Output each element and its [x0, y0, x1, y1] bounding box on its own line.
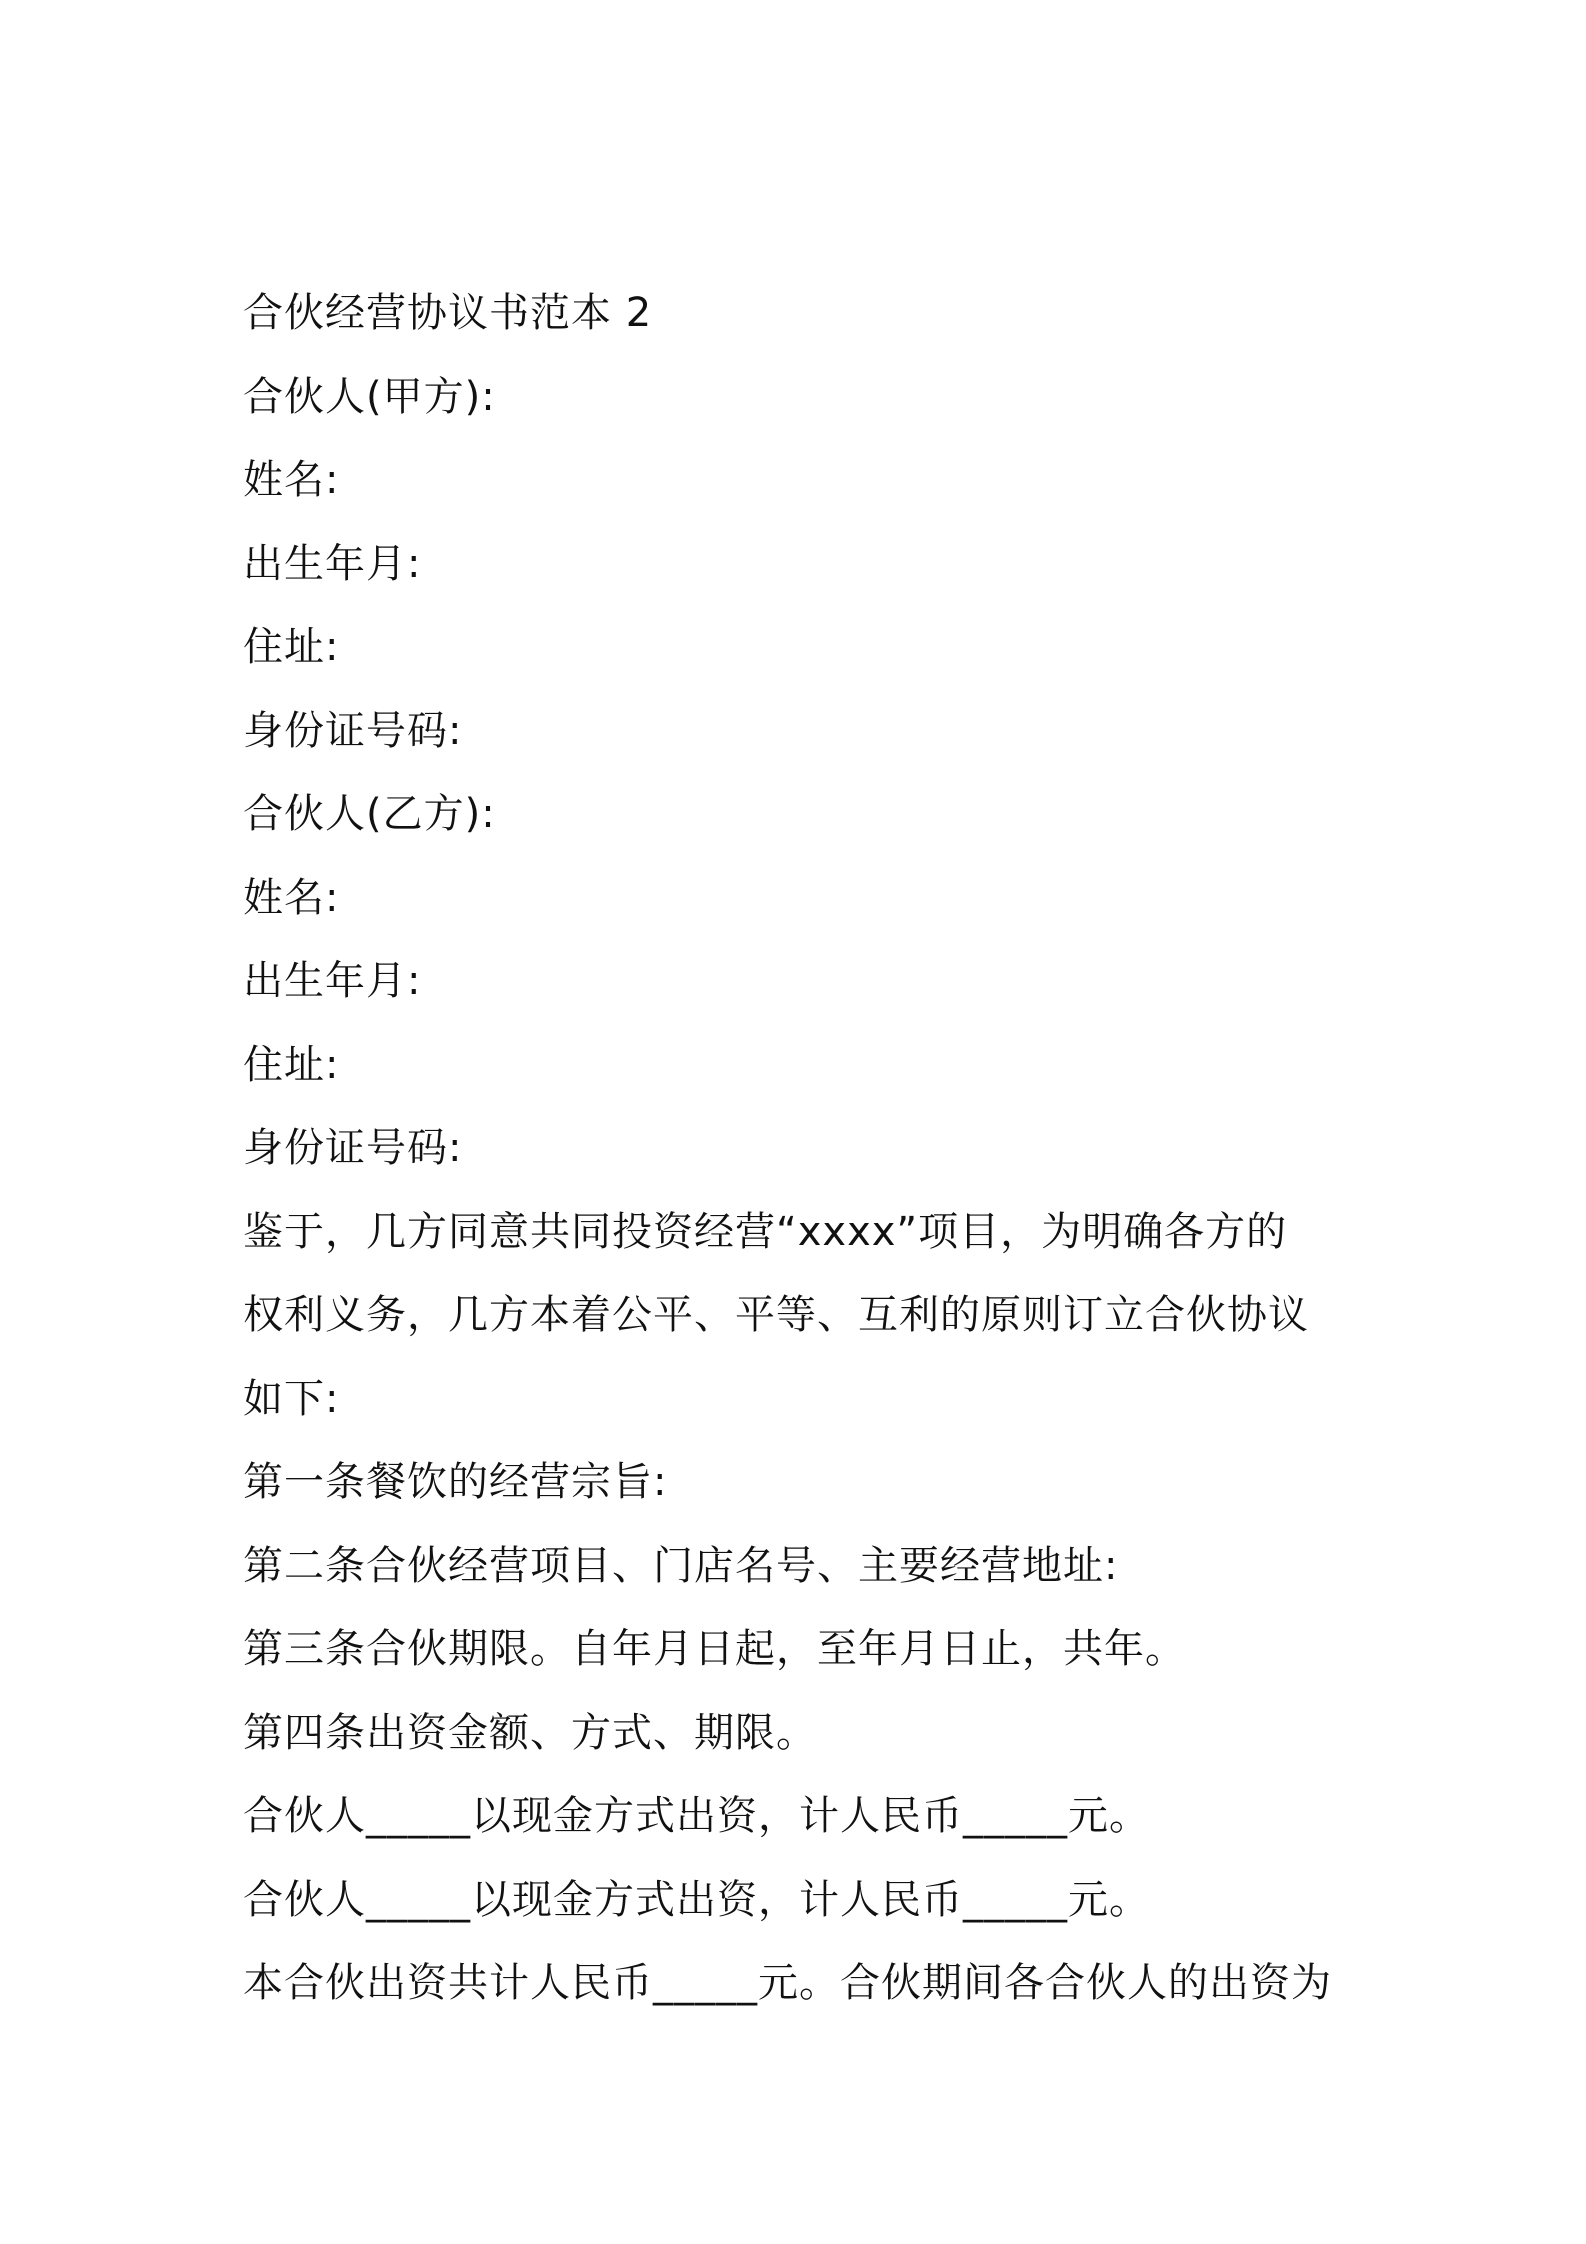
document-body: [243, 272, 1363, 2026]
article-1: 第一条餐饮的经营宗旨:: [243, 1459, 668, 1505]
party-b-id-label: 身份证号码:: [243, 1125, 463, 1171]
article-3: 第三条合伙期限。自年月日起，至年月日止，共年。: [243, 1626, 1186, 1672]
article-4: 第四条出资金额、方式、期限。: [243, 1709, 817, 1756]
party-a-birth-label: 出生年月:: [243, 540, 422, 587]
article-2: 第二条合伙经营项目、门店名号、主要经营地址:: [243, 1542, 1119, 1589]
preamble-line: 如下:: [243, 1375, 340, 1422]
preamble-line: 鉴于，几方同意共同投资经营“xxxx”项目，为明确各方的: [243, 1208, 1288, 1255]
party-b-birth-label: 出生年月:: [243, 958, 422, 1004]
party-a-id-label: 身份证号码:: [243, 707, 463, 754]
document-title: 合伙经营协议书范本 2: [243, 290, 653, 336]
party-b-heading: 合伙人(乙方):: [243, 791, 496, 837]
party-b-name-label: 姓名:: [243, 874, 340, 921]
total-contribution-line: 本合伙出资共计人民币_____元。合伙期间各合伙人的出资为: [243, 1960, 1332, 2006]
party-a-name-label: 姓名:: [243, 457, 340, 503]
preamble-line: 权利义务，几方本着公平、平等、互利的原则订立合伙协议: [243, 1292, 1309, 1338]
contribution-line: 合伙人_____以现金方式出资，计人民币_____元。: [243, 1876, 1150, 1923]
party-b-address-label: 住址:: [243, 1041, 340, 1088]
contribution-line: 合伙人_____以现金方式出资，计人民币_____元。: [243, 1793, 1150, 1839]
party-a-heading: 合伙人(甲方):: [243, 373, 496, 420]
party-a-address-label: 住址:: [243, 624, 340, 670]
